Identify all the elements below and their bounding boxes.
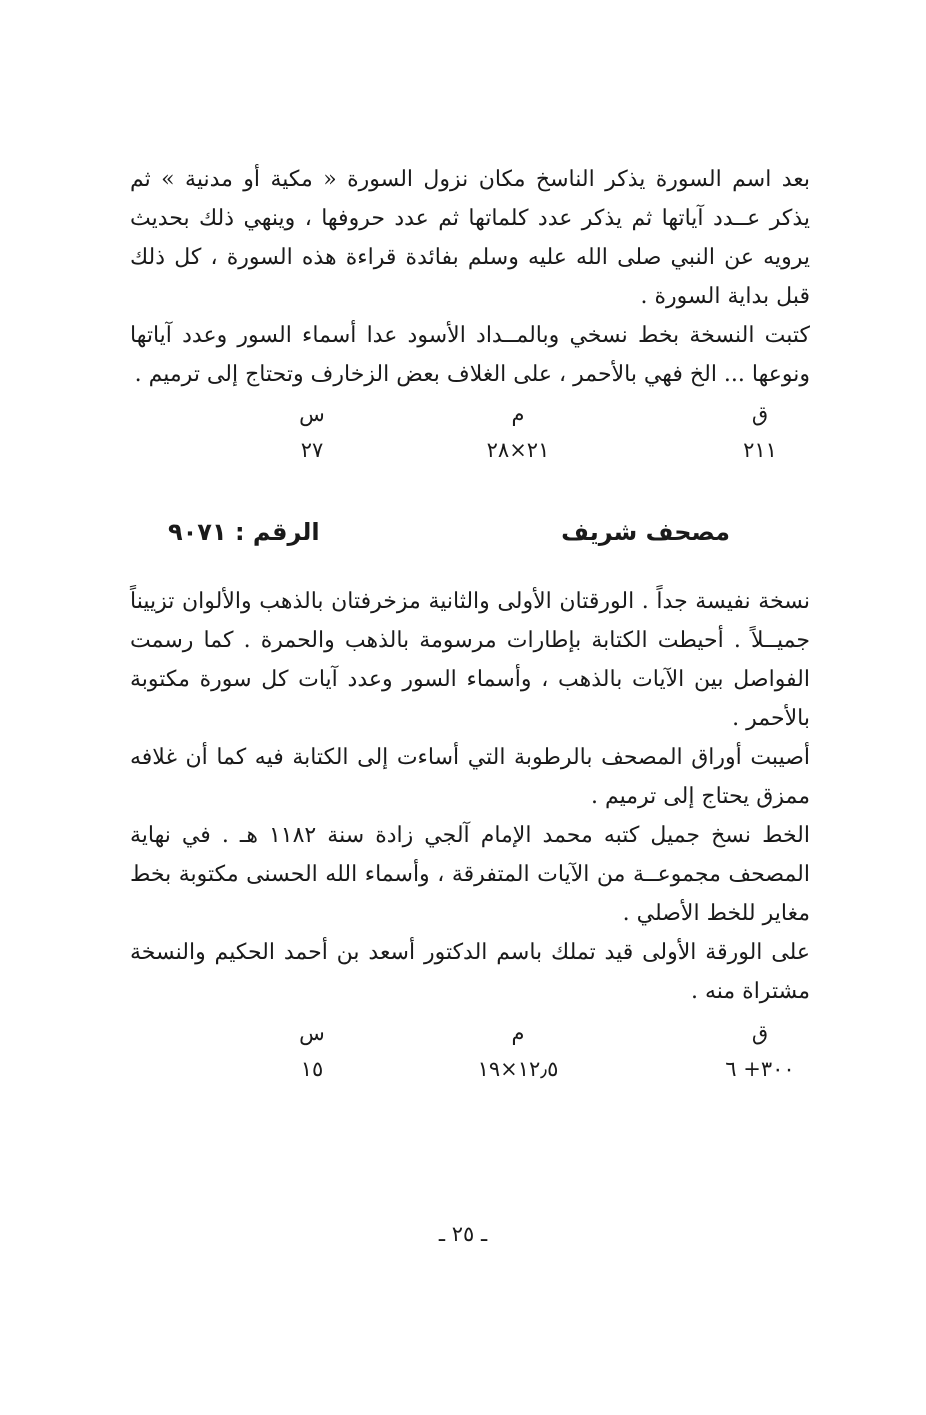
lines-value: ١٥ [300,1057,324,1081]
paragraph-condition: أصيبت أوراق المصحف بالرطوبة التي أساءت إلى الكتابة فيه كما أن غلافه ممزق يحتاج إلى ترميم . [130,745,810,809]
entry-reference-number: الرقم : ٩٠٧١ [168,518,320,546]
lines-label: س [299,402,325,426]
measurements-table-1 [130,402,810,484]
entry-title: مصحف شريف [561,518,730,546]
document-page [130,160,810,1103]
size-value: ١٢٫٥×١٩ [477,1057,559,1081]
paragraph-surah-description: بعد اسم السورة يذكر الناسخ مكان نزول السورة « مكية أو مدنية » ثم يذكر عــدد آياتها ثم يذكر عدد كلماتها ثم عدد حروفها ، وينهي ذلك بحديث يرويه عن النبي صلى الله عليه وسلم بفائدة قراءة هذه السورة ، كل ذلك قبل بداية السورة . [130,167,810,309]
entry-heading [130,518,810,558]
paragraph-script-description: كتبت النسخة بخط نسخي وبالمــداد الأسود عدا أسماء السور وعدد آياتها ونوعها ... الخ فهي بالأحمر ، على الغلاف بعض الزخارف وتحتاج إلى ترميم . [130,323,810,387]
paragraph-manuscript-description: نسخة نفيسة جداً . الورقتان الأولى والثانية مزخرفتان بالذهب والألوان تزييناً جميــلاً . أحيطت الكتابة بإطارات مرسومة بالذهب والحمرة . كما رسمت الفواصل بين الآيات بالذهب ، وأسماء السور وعدد آيات كل سورة مكتوبة بالأحمر . [130,589,810,731]
paragraph-ownership: على الورقة الأولى قيد تملك باسم الدكتور أسعد بن أحمد الحكيم والنسخة مشتراة منه . [130,940,810,1004]
leaves-label: ق [751,1021,769,1045]
leaves-value: ٣٠٠+ ٦ [725,1057,795,1081]
leaves-label: ق [751,402,769,426]
size-label: م [511,1021,525,1045]
lines-label: س [299,1021,325,1045]
size-value: ٢١×٢٨ [486,438,550,462]
paragraph-calligraphy: الخط نسخ جميل كتبه محمد الإمام آلجي زادة سنة ١١٨٢ هـ . في نهاية المصحف مجموعــة من الآيات المتفرقة ، وأسماء الله الحسنى مكتوبة بخط مغاير للخط الأصلي . [130,823,810,926]
page-number: ـ ٢٥ ـ [438,1222,488,1246]
lines-value: ٢٧ [300,438,324,462]
size-label: م [511,402,525,426]
measurements-table-2 [130,1021,810,1103]
leaves-value: ٢١١ [743,438,777,462]
